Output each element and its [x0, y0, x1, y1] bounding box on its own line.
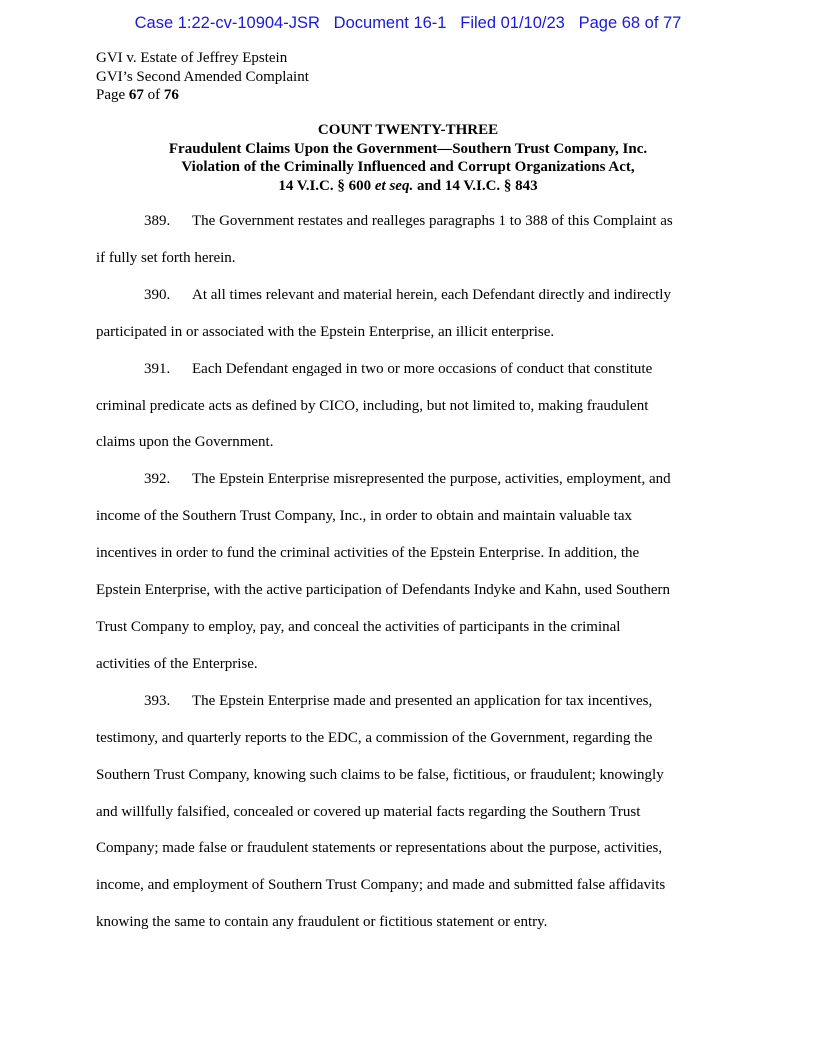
paragraph-line [96, 535, 720, 572]
statute-et-seq: et seq. [374, 177, 414, 194]
paragraph-text: participated in or associated with the Epstein Enterprise, an illicit enterprise. [96, 323, 555, 340]
court-filing-header [0, 14, 816, 33]
paragraph-line [96, 830, 720, 867]
complaint-paragraph [96, 277, 720, 351]
paragraph-line [96, 203, 720, 240]
paragraph-text: and willfully falsified, concealed or covered up material facts regarding the Southern Trust [96, 803, 641, 820]
paragraph-text: At all times relevant and material herein, each Defendant directly and indirectly [192, 286, 671, 303]
statute-b: and 14 V.I.C. § 843 [413, 177, 538, 194]
paragraph-line [96, 904, 720, 941]
paragraph-text: criminal predicate acts as defined by CICO, including, but not limited to, making fraudulent [96, 397, 649, 414]
paragraph-text: if fully set forth herein. [96, 249, 236, 266]
case-number: Case 1:22-cv-10904-JSR [134, 14, 320, 32]
count-heading [0, 121, 816, 195]
paragraph-number: 392. [144, 471, 171, 488]
paragraph-text: Trust Company to employ, pay, and conceal the activities of participants in the criminal [96, 618, 621, 635]
document-number: Document 16-1 [333, 14, 447, 32]
paragraph-line [96, 277, 720, 314]
paragraph-line [96, 757, 720, 794]
statute-a: 14 V.I.C. § 600 [278, 177, 375, 194]
paragraph-line [96, 351, 720, 388]
paragraph-number: 393. [144, 692, 171, 709]
paragraph-line [96, 867, 720, 904]
paragraph-text: activities of the Enterprise. [96, 655, 258, 672]
running-head-case-title: GVI v. Estate of Jeffrey Epstein [96, 50, 288, 66]
filed-date: Filed 01/10/23 [460, 14, 565, 32]
page-prefix: Page [96, 87, 129, 103]
paragraph-text: Epstein Enterprise, with the active participation of Defendants Indyke and Kahn, used Southern [96, 582, 670, 599]
paragraph-text: The Epstein Enterprise misrepresented the purpose, activities, employment, and [192, 471, 671, 488]
paragraph-number: 390. [144, 286, 171, 303]
paragraph-line [96, 424, 720, 461]
paragraph-line [96, 646, 720, 683]
count-title: COUNT TWENTY-THREE [317, 122, 499, 138]
paragraph-text: incentives in order to fund the criminal activities of the Epstein Enterprise. In addition, the [96, 545, 640, 562]
paragraph-text: The Government restates and realleges paragraphs 1 to 388 of this Complaint as [192, 213, 673, 229]
page-of: of [143, 87, 164, 103]
paragraph-text: The Epstein Enterprise made and presented an application for tax incentives, [192, 692, 653, 709]
complaint-paragraph [96, 461, 720, 682]
paragraph-line [96, 683, 720, 720]
filing-page-number: Page 68 of 77 [578, 14, 682, 32]
paragraph-text: knowing the same to contain any fraudulent or fictitious statement or entry. [96, 914, 548, 931]
paragraph-text: Each Defendant engaged in two or more occasions of conduct that constitute [192, 360, 653, 377]
complaint-paragraph [96, 683, 720, 941]
paragraph-line [96, 609, 720, 646]
count-subtitle-2: Violation of the Criminally Influenced and Corrupt Organizations Act, [181, 159, 635, 175]
page-total: 76 [163, 87, 179, 103]
complaint-paragraph [96, 203, 720, 277]
running-head [96, 49, 309, 105]
complaint-body [96, 203, 720, 941]
paragraph-line [96, 498, 720, 535]
paragraph-text: income, and employment of Southern Trust Company; and made and submitted false affidavits [96, 877, 666, 894]
paragraph-line [96, 572, 720, 609]
paragraph-text: income of the Southern Trust Company, Inc., in order to obtain and maintain valuable tax [96, 508, 633, 525]
paragraph-line [96, 461, 720, 498]
paragraph-line [96, 314, 720, 351]
count-subtitle-1: Fraudulent Claims Upon the Government—Southern Trust Company, Inc. [168, 140, 648, 157]
paragraph-line [96, 794, 720, 831]
paragraph-line [96, 388, 720, 425]
running-head-page [96, 86, 309, 105]
paragraph-text: claims upon the Government. [96, 434, 274, 451]
count-subtitle-3 [0, 177, 816, 196]
paragraph-number: 389. [144, 213, 171, 229]
page-number: 67 [128, 87, 144, 103]
paragraph-text: Southern Trust Company, knowing such claims to be false, fictitious, or fraudulent; knowingly [96, 766, 664, 783]
paragraph-line [96, 720, 720, 757]
paragraph-text: Company; made false or fraudulent statements or representations about the purpose, activities, [96, 840, 663, 857]
paragraph-line [96, 240, 720, 277]
paragraph-text: testimony, and quarterly reports to the EDC, a commission of the Government, regarding the [96, 729, 653, 746]
complaint-paragraph [96, 351, 720, 462]
paragraph-number: 391. [144, 360, 171, 377]
running-head-document-title: GVI’s Second Amended Complaint [96, 68, 309, 85]
